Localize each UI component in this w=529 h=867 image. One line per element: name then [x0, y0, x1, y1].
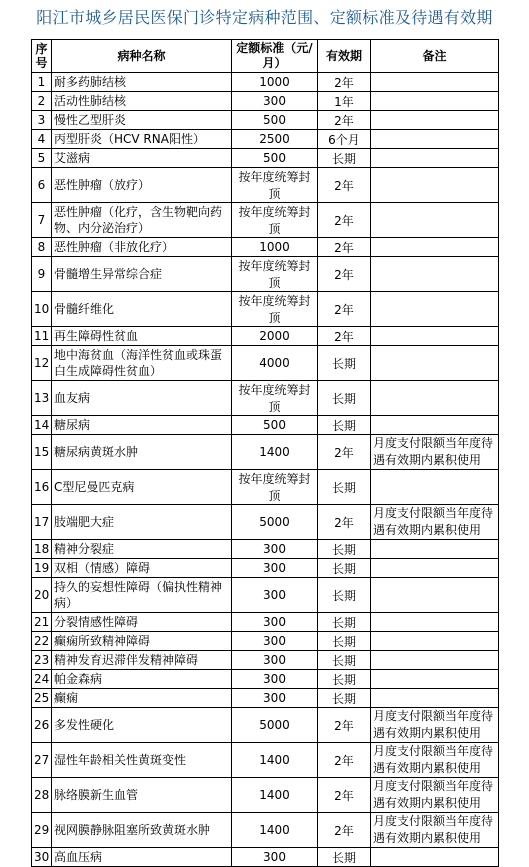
row-disease-name: 多发性硬化	[52, 708, 232, 743]
row-validity: 2年	[318, 813, 371, 848]
row-seq: 19	[32, 559, 52, 578]
row-note	[371, 416, 499, 435]
row-note	[371, 470, 499, 505]
row-standard: 按年度统筹封顶	[232, 292, 318, 327]
row-note	[371, 111, 499, 130]
row-seq: 4	[32, 130, 52, 149]
row-validity: 2年	[318, 168, 371, 203]
row-disease-name: 分裂情感性障碍	[52, 613, 232, 632]
row-standard: 1400	[232, 743, 318, 778]
row-disease-name: 精神发育迟滞伴发精神障碍	[52, 651, 232, 670]
row-standard: 1400	[232, 435, 318, 470]
row-validity: 长期	[318, 540, 371, 559]
row-disease-name: 肢端肥大症	[52, 505, 232, 540]
row-note	[371, 848, 499, 867]
row-validity: 长期	[318, 578, 371, 613]
header-note: 备注	[371, 40, 499, 73]
row-standard: 300	[232, 689, 318, 708]
header-valid: 有效期	[318, 40, 371, 73]
row-note	[371, 540, 499, 559]
table-row	[32, 813, 499, 848]
table-row	[32, 381, 499, 416]
row-validity: 长期	[318, 149, 371, 168]
table-row	[32, 257, 499, 292]
row-disease-name: 糖尿病	[52, 416, 232, 435]
row-seq: 14	[32, 416, 52, 435]
row-note	[371, 92, 499, 111]
row-validity: 长期	[318, 416, 371, 435]
row-validity: 长期	[318, 346, 371, 381]
row-validity: 2年	[318, 203, 371, 238]
row-disease-name: 血友病	[52, 381, 232, 416]
table-row	[32, 670, 499, 689]
row-standard: 2500	[232, 130, 318, 149]
row-disease-name: 再生障碍性贫血	[52, 327, 232, 346]
row-note	[371, 346, 499, 381]
table-row	[32, 203, 499, 238]
table-row	[32, 778, 499, 813]
row-disease-name: 活动性肺结核	[52, 92, 232, 111]
row-standard: 300	[232, 559, 318, 578]
row-standard: 按年度统筹封顶	[232, 470, 318, 505]
row-note: 月度支付限额当年度待遇有效期内累积使用	[371, 813, 499, 848]
row-disease-name: 艾滋病	[52, 149, 232, 168]
row-validity: 2年	[318, 505, 371, 540]
row-validity: 2年	[318, 743, 371, 778]
row-standard: 500	[232, 416, 318, 435]
row-note	[371, 327, 499, 346]
table-row	[32, 346, 499, 381]
header-std: 定额标准（元/月）	[232, 40, 318, 73]
row-standard: 按年度统筹封顶	[232, 203, 318, 238]
row-standard: 2000	[232, 327, 318, 346]
row-note	[371, 613, 499, 632]
row-validity: 2年	[318, 708, 371, 743]
row-standard: 300	[232, 613, 318, 632]
row-disease-name: 持久的妄想性障碍（偏执性精神病）	[52, 578, 232, 613]
row-seq: 22	[32, 632, 52, 651]
row-seq: 2	[32, 92, 52, 111]
row-validity: 1年	[318, 92, 371, 111]
row-seq: 7	[32, 203, 52, 238]
row-disease-name: 丙型肝炎（HCV RNA阳性）	[52, 130, 232, 149]
row-validity: 2年	[318, 778, 371, 813]
row-note	[371, 651, 499, 670]
row-disease-name: 恶性肿瘤（放疗）	[52, 168, 232, 203]
row-disease-name: 湿性年龄相关性黄斑变性	[52, 743, 232, 778]
row-standard: 1000	[232, 73, 318, 92]
row-seq: 27	[32, 743, 52, 778]
row-disease-name: 癫痫所致精神障碍	[52, 632, 232, 651]
table-row	[32, 559, 499, 578]
row-standard: 300	[232, 540, 318, 559]
disease-table	[31, 39, 499, 867]
row-note	[371, 149, 499, 168]
row-seq: 11	[32, 327, 52, 346]
table-row	[32, 578, 499, 613]
row-seq: 13	[32, 381, 52, 416]
row-validity: 长期	[318, 632, 371, 651]
row-disease-name: 恶性肿瘤（化疗，含生物靶向药物、内分泌治疗）	[52, 203, 232, 238]
table-row	[32, 238, 499, 257]
row-seq: 10	[32, 292, 52, 327]
row-standard: 300	[232, 651, 318, 670]
row-validity: 长期	[318, 613, 371, 632]
table-row	[32, 73, 499, 92]
page-title: 阳江市城乡居民医保门诊特定病种范围、定额标准及待遇有效期	[36, 8, 493, 27]
row-standard: 1400	[232, 778, 318, 813]
row-standard: 4000	[232, 346, 318, 381]
row-standard: 1400	[232, 813, 318, 848]
row-seq: 15	[32, 435, 52, 470]
row-seq: 5	[32, 149, 52, 168]
row-standard: 5000	[232, 505, 318, 540]
row-standard: 300	[232, 670, 318, 689]
row-note: 月度支付限额当年度待遇有效期内累积使用	[371, 743, 499, 778]
row-validity: 2年	[318, 435, 371, 470]
table-row	[32, 130, 499, 149]
row-validity: 长期	[318, 689, 371, 708]
row-disease-name: 视网膜静脉阻塞所致黄斑水肿	[52, 813, 232, 848]
table-row	[32, 327, 499, 346]
row-note	[371, 238, 499, 257]
row-standard: 按年度统筹封顶	[232, 257, 318, 292]
table-row	[32, 292, 499, 327]
row-disease-name: C型尼曼匹克病	[52, 470, 232, 505]
row-seq: 23	[32, 651, 52, 670]
row-disease-name: 地中海贫血（海洋性贫血或珠蛋白生成障碍性贫血）	[52, 346, 232, 381]
row-validity: 长期	[318, 381, 371, 416]
row-note	[371, 578, 499, 613]
table-row	[32, 743, 499, 778]
row-validity: 长期	[318, 848, 371, 867]
row-seq: 28	[32, 778, 52, 813]
row-standard: 按年度统筹封顶	[232, 381, 318, 416]
row-note	[371, 292, 499, 327]
row-disease-name: 脉络膜新生血管	[52, 778, 232, 813]
row-seq: 16	[32, 470, 52, 505]
row-disease-name: 糖尿病黄斑水肿	[52, 435, 232, 470]
row-note	[371, 559, 499, 578]
row-standard: 500	[232, 111, 318, 130]
row-seq: 9	[32, 257, 52, 292]
table-row	[32, 111, 499, 130]
row-disease-name: 精神分裂症	[52, 540, 232, 559]
row-validity: 6个月	[318, 130, 371, 149]
row-seq: 30	[32, 848, 52, 867]
table-row	[32, 435, 499, 470]
row-note: 月度支付限额当年度待遇有效期内累积使用	[371, 505, 499, 540]
row-validity: 长期	[318, 651, 371, 670]
row-validity: 2年	[318, 238, 371, 257]
table-row	[32, 651, 499, 670]
row-note	[371, 203, 499, 238]
row-seq: 29	[32, 813, 52, 848]
row-standard: 300	[232, 632, 318, 651]
row-seq: 8	[32, 238, 52, 257]
row-note: 月度支付限额当年度待遇有效期内累积使用	[371, 778, 499, 813]
row-note	[371, 130, 499, 149]
table-row	[32, 632, 499, 651]
row-disease-name: 骨髓增生异常综合症	[52, 257, 232, 292]
row-validity: 长期	[318, 670, 371, 689]
table-row	[32, 689, 499, 708]
row-standard: 300	[232, 578, 318, 613]
row-seq: 20	[32, 578, 52, 613]
row-disease-name: 帕金森病	[52, 670, 232, 689]
row-validity: 2年	[318, 257, 371, 292]
row-note: 月度支付限额当年度待遇有效期内累积使用	[371, 708, 499, 743]
table-row	[32, 848, 499, 867]
table-row	[32, 149, 499, 168]
table-row	[32, 708, 499, 743]
table-row	[32, 470, 499, 505]
row-validity: 长期	[318, 559, 371, 578]
header-seq: 序号	[32, 40, 52, 73]
row-standard: 1000	[232, 238, 318, 257]
row-validity: 2年	[318, 73, 371, 92]
row-seq: 6	[32, 168, 52, 203]
row-disease-name: 癫痫	[52, 689, 232, 708]
row-note	[371, 257, 499, 292]
header-name: 病种名称	[52, 40, 232, 73]
row-validity: 2年	[318, 327, 371, 346]
row-note	[371, 670, 499, 689]
row-seq: 17	[32, 505, 52, 540]
row-disease-name: 耐多药肺结核	[52, 73, 232, 92]
table-row	[32, 168, 499, 203]
row-seq: 18	[32, 540, 52, 559]
table-row	[32, 416, 499, 435]
row-validity: 2年	[318, 111, 371, 130]
row-standard: 300	[232, 848, 318, 867]
row-standard: 500	[232, 149, 318, 168]
row-seq: 1	[32, 73, 52, 92]
row-note: 月度支付限额当年度待遇有效期内累积使用	[371, 435, 499, 470]
row-disease-name: 恶性肿瘤（非放化疗）	[52, 238, 232, 257]
row-note	[371, 73, 499, 92]
row-seq: 25	[32, 689, 52, 708]
row-disease-name: 双相（情感）障碍	[52, 559, 232, 578]
row-seq: 24	[32, 670, 52, 689]
row-seq: 12	[32, 346, 52, 381]
row-standard: 300	[232, 92, 318, 111]
row-note	[371, 381, 499, 416]
row-disease-name: 慢性乙型肝炎	[52, 111, 232, 130]
table-header-row	[32, 40, 499, 73]
table-body	[32, 73, 499, 867]
row-note	[371, 689, 499, 708]
table-row	[32, 92, 499, 111]
row-seq: 3	[32, 111, 52, 130]
table-row	[32, 613, 499, 632]
row-disease-name: 高血压病	[52, 848, 232, 867]
row-note	[371, 632, 499, 651]
row-validity: 2年	[318, 292, 371, 327]
table-row	[32, 540, 499, 559]
row-seq: 21	[32, 613, 52, 632]
row-disease-name: 骨髓纤维化	[52, 292, 232, 327]
row-standard: 按年度统筹封顶	[232, 168, 318, 203]
row-seq: 26	[32, 708, 52, 743]
row-validity: 长期	[318, 470, 371, 505]
row-standard: 5000	[232, 708, 318, 743]
row-note	[371, 168, 499, 203]
table-row	[32, 505, 499, 540]
